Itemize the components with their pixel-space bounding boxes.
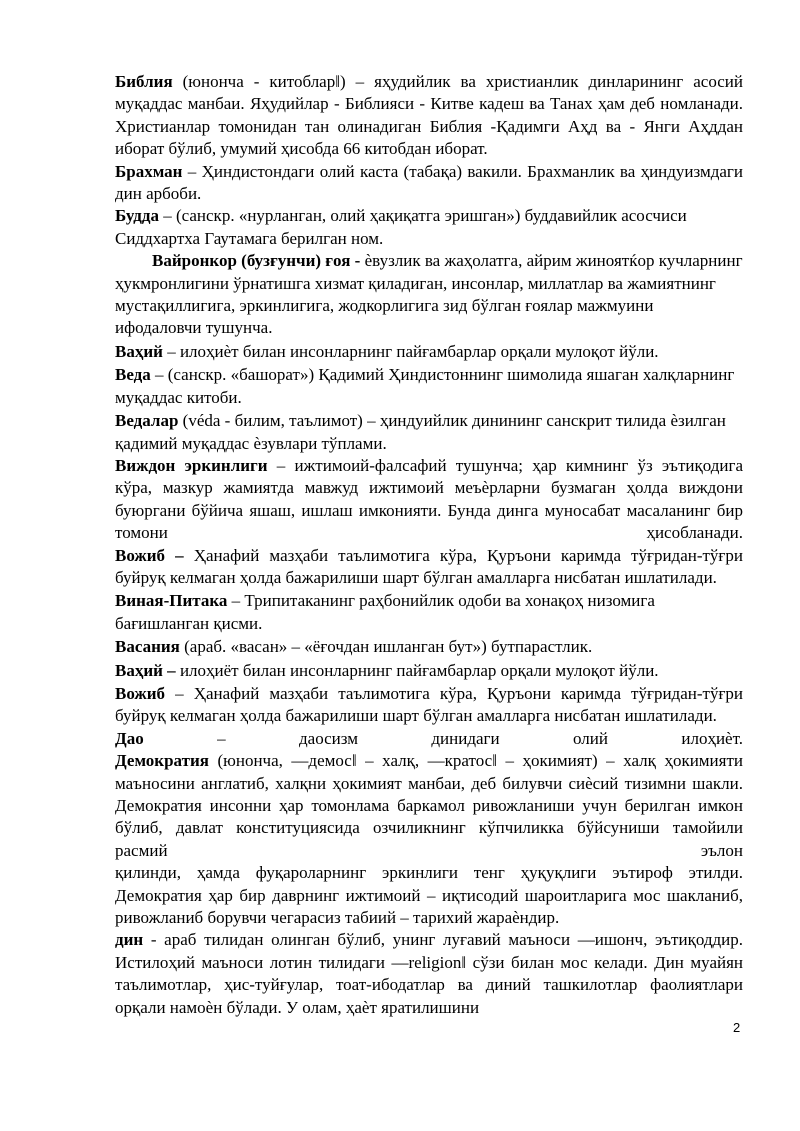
- entry-vayronkor-goya: [115, 250, 743, 340]
- entry-term: Вожиб –: [115, 545, 184, 565]
- entry-vojib-2: [115, 683, 743, 728]
- entry-term: Ваҳий: [115, 341, 163, 361]
- entry-budda: [115, 205, 743, 250]
- entry-term: Виная-Питака: [115, 591, 228, 611]
- entry-body: – Трипитаканинг раҳбонийлик одоби ва хонақоҳ низомига бағишланган қисми.: [115, 591, 655, 633]
- entry-term: Веда: [115, 365, 151, 385]
- document-page: [115, 71, 743, 1019]
- entry-vojib: [115, 545, 743, 590]
- entry-vahiy-2: [115, 660, 743, 682]
- entry-demokratiya: [115, 750, 743, 862]
- entry-term: Вайронкор (бузғунчи) ғоя -: [152, 251, 361, 271]
- entry-vinaya-pitaka: [115, 590, 743, 635]
- entry-body: – (санскр. «башорат») Қадимий Ҳиндистоннинг шимолида яшаган халқларнинг муқаддас китоби.: [115, 365, 735, 407]
- entry-din: [115, 929, 743, 1019]
- entry-body: (véda - билим, таълимот) – ҳиндуийлик динининг санскрит тилида ѐзилган қадимий муқаддас ѐзувлари тўплами.: [115, 411, 726, 453]
- entry-body: – даосизм динидаги олий илоҳиѐт.: [217, 728, 744, 748]
- entry-term: Васания: [115, 637, 180, 657]
- entry-body: – илоҳиѐт билан инсонларнинг пайғамбарлар орқали мулоқот йўли.: [167, 341, 659, 361]
- entry-term: Брахман: [115, 161, 183, 181]
- entry-vedalar: [115, 410, 743, 455]
- entry-body: – Ҳанафий мазҳаби таълимотига кўра, Қуръони каримда тўғридан-тўғри буйруқ келмаган ҳолда бажарилиши шарт бўлган амалларга нисбатан ишлатилади.: [115, 683, 744, 726]
- entry-dao: [115, 728, 743, 750]
- entry-body: илоҳиёт билан инсонларнинг пайғамбарлар орқали мулоқот йўли.: [179, 660, 659, 680]
- entry-term: дин: [115, 930, 144, 950]
- entry-demokratiya-continued: [115, 862, 743, 929]
- entry-term: Будда: [115, 206, 159, 226]
- entry-term: Виждон эркинлиги: [115, 455, 268, 475]
- entry-term: Демократия: [115, 751, 209, 771]
- entry-term: Дао: [115, 728, 144, 748]
- entry-term: Ваҳий –: [115, 660, 176, 680]
- entry-body: Ҳанафий мазҳаби таълимотига кўра, Қуръони каримда тўғридан-тўғри буйруқ келмаган ҳолда бажарилиши шарт бўлган амалларга нисбатан ишлатилади.: [115, 545, 744, 587]
- entry-body: - араб тилидан олинган бўлиб, унинг луғавий маъноси ―ишонч, эътиқоддир. Истилоҳий маъноси лотин тилидаги ―religion‖ сўзи билан мос келади. Дин муайян таълимотлар, ҳис-туйғулар, тоат-ибодатлар ва диний ташкилотлар фаолиятлари орқали намоѐн бўлади. У олам, ҳаѐт яратилишини: [115, 930, 743, 1017]
- entry-term: Ведалар: [115, 411, 179, 431]
- entry-bibliya: [115, 71, 743, 161]
- entry-body: (юнонча, ―демос‖ – халқ, ―кратос‖ – ҳокимият) – халқ ҳокимияти маъносини англатиб, халқни ҳокимият манбаи, деб билувчи сиѐсий тизимни шакли. Демократия инсонни ҳар томонлама баркамол ривожланиши учун берилган имкон бўлиб, давлат конституциясида озчиликнинг кўпчиликка бўйсуниши тамойили расмий эълон: [115, 751, 744, 860]
- entry-vijdon-erkinligi: [115, 455, 743, 545]
- entry-body: ѐвузлик ва жаҳолатга, айрим жиноятќор кучларнинг ҳукмронлигини ўрнатишга хизмат қиладиган, инсонлар, миллатлар ва жамиятнинг мустақиллигига, эркинлигига, жодкорлигига зид бўлган ғоялар мажмуини ифодаловчи тушунча.: [115, 251, 743, 338]
- entry-body: (юнонча - китоблар‖) – яҳудийлик ва христианлик динларининг асосий муқаддас манбаи. Яҳудийлар - Библияси - Китве кадеш ва Танах ҳам деб номланади. Христианлар томонидан тан олинадиган Библия -Қадимги Аҳд ва - Янги Аҳддан иборат бўлиб, умумий ҳисобда 66 китобдан иборат.: [115, 72, 743, 159]
- entry-veda: [115, 364, 743, 409]
- entry-vahiy: [115, 341, 743, 363]
- entry-body: – ижтимоий-фалсафий тушунча; ҳар кимнинг ўз эътиқодига кўра, мазкур жамиятда мавжуд ижтимоий меъѐрларни бузмаган ҳолда виждони буюргани бўйича яшаш, ишлаш имконияти. Бунда динга муносабат масаланинг бир томони ҳисобланади.: [115, 455, 744, 543]
- entry-body: (араб. «васан» – «ёғочдан ишланган бут») бутпарастлик.: [184, 637, 593, 657]
- entry-brakhman: [115, 161, 743, 206]
- entry-body: – Ҳиндистондаги олий каста (табақа) вакили. Брахманлик ва ҳиндуизмдаги дин арбоби.: [115, 161, 744, 204]
- entry-body: – (санскр. «нурланган, олий ҳақиқатга эришган») буддавийлик асосчиси Сиддхартха Гаутамага берилган ном.: [115, 206, 687, 248]
- page-number: 2: [733, 1020, 741, 1035]
- entry-body: қилинди, ҳамда фуқароларнинг эркинлиги тенг ҳуқуқлиги эътироф этилди. Демократия ҳар бир даврнинг ижтимоий – иқтисодий шароитларига мос шакланиб, ривожланиб борувчи чегарасиз табиий – тарихий жараѐндир.: [115, 863, 743, 928]
- entry-term: Библия: [115, 72, 173, 91]
- entry-vasaniya: [115, 636, 743, 658]
- entry-term: Вожиб: [115, 683, 166, 703]
